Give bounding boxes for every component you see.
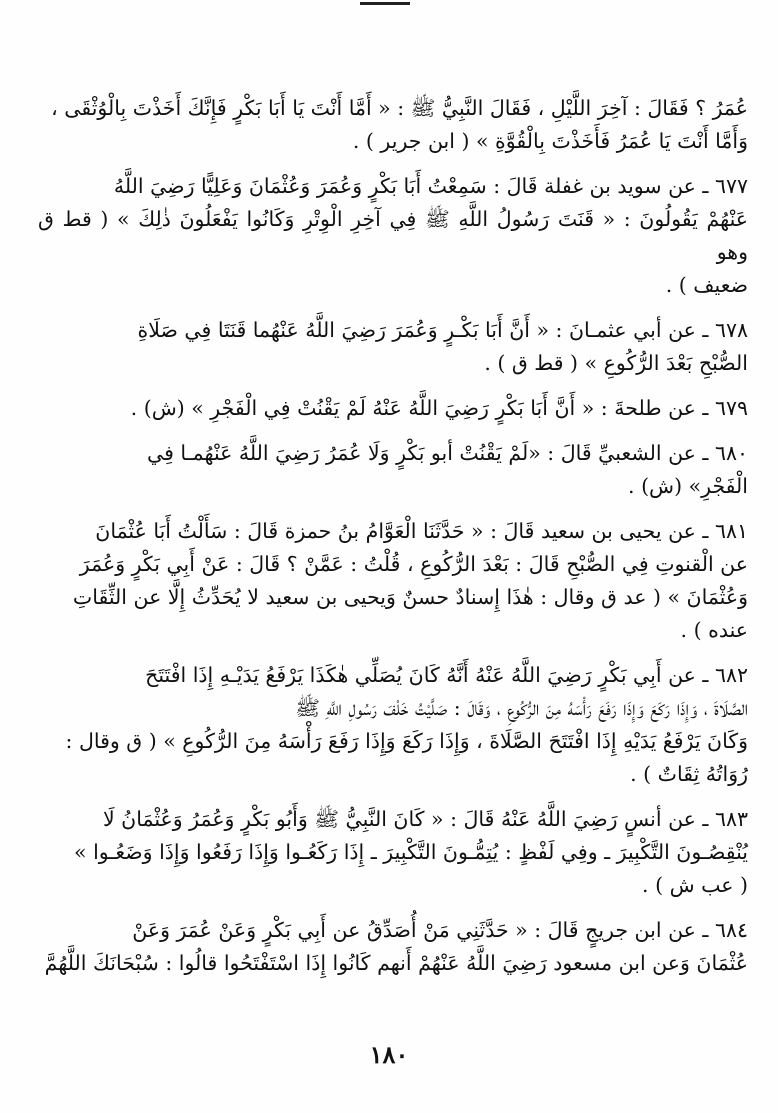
text-line: الصَّلَاةَ ، وَإِذَا رَكَعَ وَإِذَا رَفَعَ رَأْسَهُ مِنَ الرُّكُوعِ ، وَقَالَ : صَلَّيْتُ خَلْفَ رَسُولِ اللَّهِ ﷺ [295,696,748,720]
entry-680 [38,437,748,503]
entry-683 [38,803,748,902]
text-line: ٦٨٣ ـ عن أنسٍ رَضِيَ اللَّهُ عَنْهُ قَالَ : « كَانَ النَّبِيُّ ﷺ وَأَبُو بَكْرٍ وَعُمَرُ وَعُثْمَانُ لَا [102,807,748,831]
entry-677 [38,170,748,302]
text-line: يُنْقِصُـونَ التَّكْبِيرَ ـ وفِي لَفْظٍ : يُتِمُّـونَ التَّكْبِيرَ ـ إِذَا رَكَعُـوا وَإِذَا رَفَعُوا وَإِذَا وَضَعُـوا » [74,840,748,864]
text-line: ٦٨٠ ـ عن الشعبيِّ قَالَ : «لَمْ يَقْنُتْ أبو بَكْرٍ وَلَا عُمَرُ رَضِيَ اللَّهُ عَنْهُمـا فِي [147,441,748,465]
page-number: ١٨٠ [369,1040,409,1069]
entry-682 [38,659,748,791]
text-line: وَكَانَ يَرْفَعُ يَدَيْهِ إِذَا افْتَتَحَ الصَّلَاةَ ، وَإِذَا رَكَعَ وَإِذَا رَفَعَ رَأْسَهُ مِنَ الرُّكُوعِ » ( ق وقال : [65,729,748,753]
entry-679 [38,392,748,425]
text-line: ٦٨١ ـ عن يحيى بن سعيد قَالَ : « حَدَّثَنَا الْعَوَّامُ بنُ حمزة قَالَ : سَأَلْتُ أَبَا عُثْمَانَ [95,519,748,543]
text-line: ٦٧٩ ـ عن طلحةَ : « أَنَّ أَبَا بَكْرٍ رَضِيَ اللَّهُ عَنْهُ لَمْ يَقْنُتْ فِي الْفَجْرِ » (ش) . [130,396,748,420]
entry-684 [38,914,748,980]
top-rule [360,2,410,5]
text-line: ٦٨٤ ـ عن ابن جريجٍ قَالَ : « حَدَّثَنِي مَنْ أُصَدِّقُ عن أَبِي بَكْرٍ وَعَنْ عُمَرَ وَعَنْ [132,918,748,942]
text-line: عنده ) . [680,618,748,642]
text-line: رُوَاتُهُ ثِقَاتٌ ) . [630,762,748,786]
text-line: عُمَرُ ؟ فَقَالَ : آخِرَ اللَّيْلِ ، فَقَالَ النَّبِيُّ ﷺ : « أَمَّا أَنْتَ يَا أَبَا بَكْرٍ فَإِنَّكَ أَخَذْتَ بِالْوُثْقَى ، [51,96,748,120]
text-line: ٦٧٨ ـ عن أبي عثمـانَ : « أَنَّ أَبَا بَكْـرٍ وَعُمَرَ رَضِيَ اللَّهُ عَنْهُما قَنَتَا فِي صَلَاةِ [137,318,748,342]
entry-678 [38,314,748,380]
entry-continuation [38,92,748,158]
text-line: ٦٨٢ ـ عن أَبِي بَكْرٍ رَضِيَ اللَّهُ عَنْهُ أَنَّهُ كَانَ يُصَلِّي هٰكَذَا يَرْفَعُ يَدَيْـهِ إِذَا افْتَتَحَ [145,663,748,687]
text-line: الْفَجْرِ» (ش) . [628,474,748,498]
text-line: وَعُثْمَانَ » ( عد ق وقال : هٰذَا إِسنادٌ حسنٌ وَيحيى بن سعيد لا يُحَدِّثُ إِلَّا عن الثِّقَاتِ [72,585,748,609]
text-line: ضعيف ) . [665,273,748,297]
text-line: وَأَمَّا أَنْتَ يَا عُمَرُ فَأَخَذْتَ بِالْقُوَّةِ » ( ابن جرير ) . [352,129,748,153]
text-line: ٦٧٧ ـ عن سويد بن غفلة قَالَ : سَمِعْتُ أَبَا بَكْرٍ وَعُمَرَ وَعُثْمَانَ وَعَلِيًّا رَضِيَ اللَّهُ [113,174,748,198]
text-line: عُثْمَانَ وَعن ابن مسعود رَضِيَ اللَّهُ عَنْهُمْ أَنهم كَانُوا إِذَا اسْتَفْتَحُوا قالُوا : سُبْحَانَكَ اللَّهُمَّ [44,951,748,975]
text-line: ( عب ش ) . [642,873,748,897]
page-body [38,92,748,992]
text-line: عن الْقنوتِ فِي الصُّبْحِ قَالَ : بَعْدَ الرُّكُوعِ ، قُلْتُ : عَمَّنْ ؟ قَالَ : عَنْ أَبِي بَكْرٍ وَعُمَرَ [79,552,748,576]
text-line: عَنْهُمْ يَقُولُونَ : « قَنَتَ رَسُولُ اللَّهِ ﷺ فِي آخِرِ الْوِتْرِ وَكَانُوا يَفْعَلُونَ ذٰلِكَ » ( قط ق وهو [38,207,748,264]
entry-681 [38,515,748,647]
text-line: الصُّبْحِ بَعْدَ الرُّكُوعِ » ( قط ق ) . [484,351,748,375]
